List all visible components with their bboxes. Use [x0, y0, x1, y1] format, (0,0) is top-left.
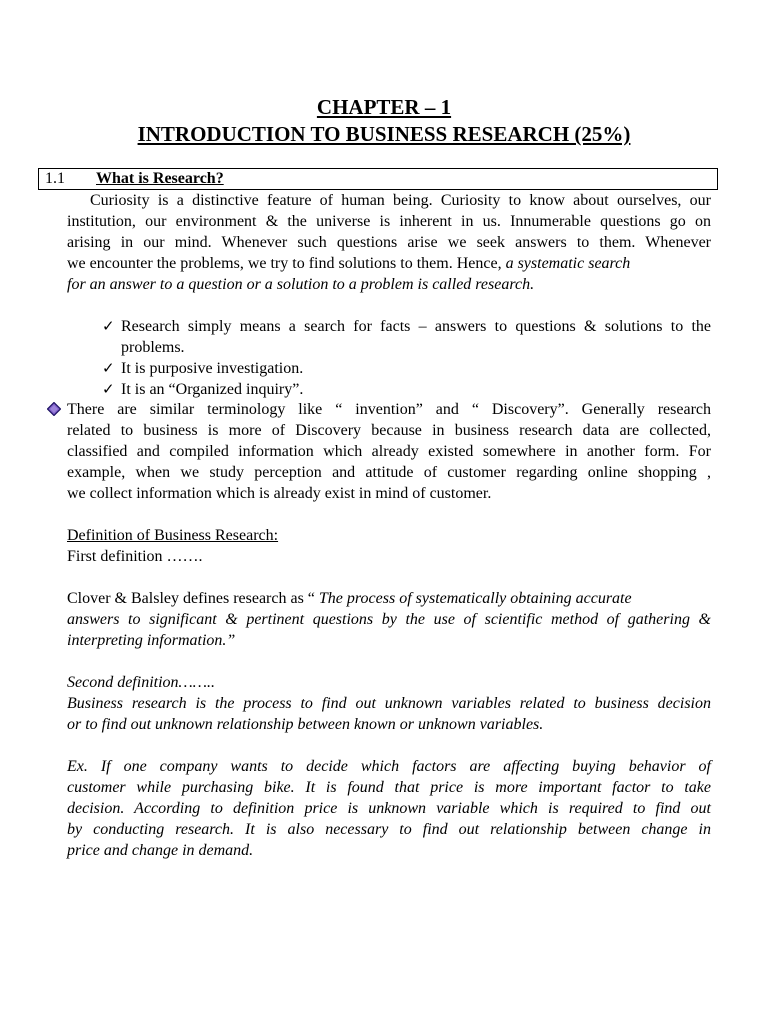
clover-line-3: interpreting information.” [67, 632, 236, 649]
intro-line-4-text: we encounter the problems, we try to find solutions to them. Hence, [67, 255, 502, 272]
example-line-4: by conducting research. It is also necessary to find out relationship between change in [67, 821, 711, 838]
bullet-3: It is an “Organized inquiry”. [121, 381, 304, 398]
example-line-3: decision. According to definition price is unknown variable which is required to find out [67, 800, 711, 817]
clover-line-2: answers to significant & pertinent questions by the use of scientific method of gathering & [67, 611, 711, 628]
example-line-5: price and change in demand. [67, 842, 254, 859]
intro-line-3: arising in our mind. Whenever such questions arise we seek answers to them. Whenever [67, 234, 711, 251]
discovery-line-2: related to business is more of Discovery because in business research data are collected, [67, 422, 711, 439]
intro-line-4-italic: a systematic search [505, 255, 631, 272]
example-line-2: customer while purchasing bike. It is found that price is more important factor to take [67, 779, 711, 796]
second-definition-line-2: or to find out unknown relationship between known or unknown variables. [67, 716, 544, 733]
clover-line-1 [67, 589, 711, 609]
section-number: 1.1 [45, 170, 65, 187]
second-definition-label: Second definition…….. [67, 674, 215, 691]
intro-line-4 [67, 254, 711, 274]
clover-quote-start: The process of systematically obtaining accurate [318, 590, 632, 607]
intro-line-1: Curiosity is a distinctive feature of human being. Curiosity to know about ourselves, our [90, 192, 711, 209]
chapter-title: CHAPTER – 1 [316, 95, 452, 119]
checkmark-icon: ✓ [102, 361, 115, 377]
clover-intro: Clover & Balsley defines research as “ [67, 590, 315, 607]
intro-line-5: for an answer to a question or a solution to a problem is called research. [67, 276, 535, 293]
section-header-box [38, 168, 718, 190]
first-definition-label: First definition ……. [67, 548, 203, 565]
bullet-1-line-1: Research simply means a search for facts – answers to questions & solutions to the [121, 318, 711, 335]
second-definition-line-1: Business research is the process to find out unknown variables related to business decision [67, 695, 711, 712]
example-line-1: Ex. If one company wants to decide which factors are affecting buying behavior of [67, 758, 711, 775]
diamond-bullet-icon [47, 402, 61, 416]
bullet-1-line-2: problems. [121, 339, 185, 356]
bullet-2: It is purposive investigation. [121, 360, 304, 377]
chapter-subtitle: INTRODUCTION TO BUSINESS RESEARCH (25%) [137, 122, 631, 146]
checkmark-icon: ✓ [102, 319, 115, 335]
discovery-line-3: classified and compiled information which already existed somewhere in another form. For [67, 443, 711, 460]
discovery-line-1: There are similar terminology like “ invention” and “ Discovery”. Generally research [67, 401, 711, 418]
discovery-line-4: example, when we study perception and attitude of customer regarding online shopping , [67, 464, 711, 481]
definition-heading: Definition of Business Research: [67, 527, 279, 544]
checkmark-icon: ✓ [102, 382, 115, 398]
intro-line-2: institution, our environment & the universe is inherent in us. Innumerable questions go on [67, 213, 711, 230]
section-title: What is Research? [96, 170, 224, 187]
discovery-line-5: we collect information which is already exist in mind of customer. [67, 485, 492, 502]
